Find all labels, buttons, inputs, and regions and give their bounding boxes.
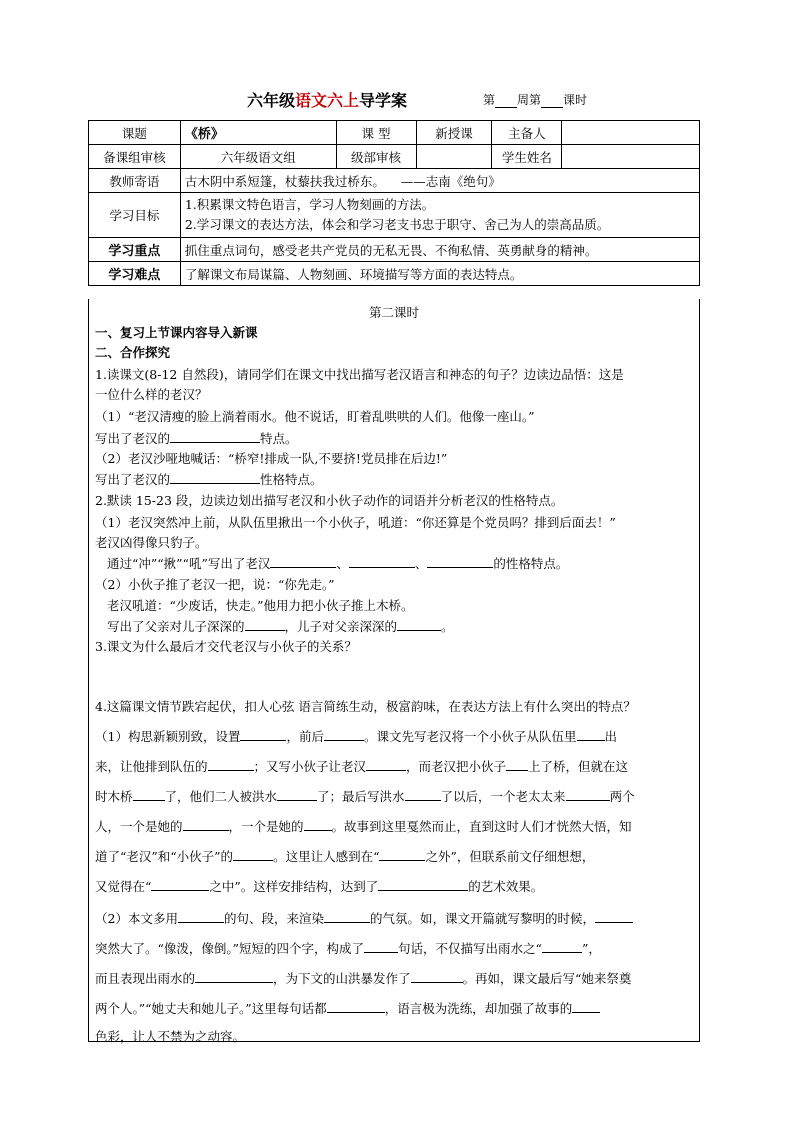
answer-blank[interactable] — [245, 618, 285, 631]
answer-blank[interactable] — [324, 728, 364, 741]
answer-blank[interactable] — [577, 728, 605, 741]
fill-text: 。 — [441, 619, 454, 634]
quote-text: 老汉吼道：“少废话，快走。”他用力把小伙子推上木桥。 — [107, 598, 414, 613]
fill-text: 的气氛。如，课文开篇就写黎明的时候， — [369, 911, 595, 926]
type-label: 课 型 — [336, 121, 416, 145]
quote-text: （1）老汉突然冲上前，从队伍里揪出一个小伙子，吼道：“你还算是个党员吗？排到后面去！” — [95, 515, 616, 530]
answer-blank[interactable] — [542, 940, 582, 953]
fill-text: 写出了老汉的 — [95, 431, 171, 446]
title-subject: 语文六上 — [295, 91, 360, 110]
answer-blank[interactable] — [133, 788, 165, 801]
fill-text: （2）本文多用 — [95, 911, 178, 926]
question-text: 1.读课文(8-12 自然段)，请同学们在课文中找出描写老汉语言和神态的句子？边读边品悟：这是 — [95, 367, 624, 382]
section-heading: 一、复习上节课内容导入新课 — [95, 325, 258, 340]
fill-text: 之外”，但联系前文仔细想想， — [425, 849, 595, 864]
teacher-message: 古木阴中系短篷，杖藜扶我过桥东。 ——志南《绝句》 — [180, 169, 699, 193]
table-row — [89, 169, 700, 193]
quote-text: 老汉凶得像只豹子。 — [95, 535, 208, 550]
answer-blank[interactable] — [595, 910, 633, 923]
answer-blank[interactable] — [277, 788, 317, 801]
fill-text: 的艺术效果。 — [468, 879, 544, 894]
answer-blank[interactable] — [304, 818, 332, 831]
answer-blank[interactable] — [566, 788, 610, 801]
answer-blank[interactable] — [183, 818, 229, 831]
fill-text: 出 — [604, 729, 618, 744]
week-blank[interactable] — [495, 94, 517, 108]
table-row — [89, 121, 700, 145]
lesson-blank[interactable] — [541, 94, 563, 108]
answer-blank[interactable] — [233, 848, 273, 861]
answer-blank[interactable] — [327, 1000, 385, 1013]
fill-text: ，为下文的山洪暴发作了 — [273, 971, 411, 986]
title-doc-type: 导学案 — [359, 91, 408, 110]
owner-value[interactable] — [562, 121, 700, 145]
fill-text: 。故事到这里戛然而止，直到这时人们才恍然大悟，知 — [331, 819, 632, 834]
answer-blank[interactable] — [506, 758, 528, 771]
fill-line — [95, 787, 635, 805]
title-grade: 六年级 — [247, 91, 296, 110]
answer-blank[interactable] — [349, 555, 415, 568]
key-points: 抓住重点词句，感受老共产党员的无私无畏、不徇私情、英勇献身的精神。 — [180, 238, 699, 262]
fill-text: 特点。 — [260, 431, 298, 446]
group-review-label: 备课组审核 — [89, 145, 181, 169]
answer-blank[interactable] — [364, 940, 398, 953]
table-row — [89, 238, 700, 262]
fill-text: 突然大了。“像泼，像倒。”短短的四个字，构成了 — [95, 941, 365, 956]
week-suffix: 课时 — [563, 93, 588, 107]
type-value: 新授课 — [416, 121, 492, 145]
lesson-content — [88, 299, 700, 1042]
answer-blank[interactable] — [270, 555, 336, 568]
fill-line — [95, 909, 633, 927]
table-row — [89, 145, 700, 169]
fill-text: 的性格特点。 — [493, 556, 569, 571]
fill-text: 、 — [414, 556, 428, 571]
info-table — [88, 120, 700, 286]
fill-text: 。这里让人感到在“ — [273, 849, 380, 864]
answer-blank[interactable] — [240, 728, 286, 741]
fill-text: 了，他们二人被洪水 — [164, 789, 278, 804]
fill-text: 两个人。”“她丈夫和她儿子。”这里每句话都 — [95, 1001, 327, 1016]
fill-line — [95, 877, 543, 895]
fill-text: 句话，不仅描写出雨水之“ — [398, 941, 542, 956]
answer-blank[interactable] — [178, 910, 224, 923]
fill-text: 时木桥 — [95, 789, 133, 804]
answer-blank[interactable] — [195, 970, 273, 983]
objectives-label: 学习目标 — [89, 193, 181, 238]
fill-line — [95, 470, 323, 488]
fill-text: ，一个是她的 — [228, 819, 304, 834]
fill-text: 而且表现出雨水的 — [95, 971, 196, 986]
question-text: 3.课文为什么最后才交代老汉与小伙子的关系？ — [95, 639, 357, 654]
fill-text: ，而老汉把小伙子 — [406, 759, 507, 774]
difficulties: 了解课文布局谋篇、人物刻画、环境描写等方面的表达特点。 — [180, 262, 699, 286]
fill-text: 写出了父亲对儿子深深的 — [107, 619, 245, 634]
fill-text: 上了桥，但就在这 — [528, 759, 629, 774]
student-value[interactable] — [562, 145, 700, 169]
fill-text: 写出了老汉的 — [95, 472, 171, 487]
objective-2: 2.学习课文的表达方法，体会和学习老支书忠于职守、舍己为人的崇高品质。 — [184, 217, 610, 232]
page-title — [247, 88, 407, 111]
teacher-message-label: 教师寄语 — [89, 169, 181, 193]
answer-blank[interactable] — [208, 758, 254, 771]
dept-review-label: 级部审核 — [336, 145, 416, 169]
key-points-label: 学习重点 — [89, 238, 181, 262]
fill-text: 。课文先写老汉将一个小伙子从队伍里 — [363, 729, 577, 744]
table-row — [89, 262, 700, 286]
fill-line — [95, 757, 628, 775]
owner-label: 主备人 — [492, 121, 562, 145]
question-text: 一位什么样的老汉？ — [95, 387, 208, 402]
fill-text: 两个 — [609, 789, 635, 804]
week-lesson-indicator — [483, 91, 587, 108]
fill-text: ”， — [581, 941, 601, 956]
fill-text: ，前后 — [286, 729, 324, 744]
question-text: 4.这篇课文情节跌宕起伏，扣人心弦 语言简练生动，极富韵味，在表达方法上有什么突出的特点？ — [95, 699, 636, 714]
difficulties-label: 学习难点 — [89, 262, 181, 286]
question-text: 2.默读 15-23 段，边读边划出描写老汉和小伙子动作的词语并分析老汉的性格特点。 — [95, 493, 564, 508]
fill-text: （1）构思新颖别致，设置 — [95, 729, 241, 744]
answer-blank[interactable] — [324, 910, 370, 923]
fill-line — [95, 727, 617, 745]
quote-text: （2）小伙子推了老汉一把，说：“你先走。” — [95, 577, 335, 592]
table-row — [89, 193, 700, 238]
student-label: 学生姓名 — [492, 145, 562, 169]
objective-1: 1.积累课文特色语言，学习人物刻画的方法。 — [184, 197, 435, 212]
answer-blank[interactable] — [170, 471, 260, 484]
fill-text: 了以后，一个老太太来 — [440, 789, 566, 804]
fill-line — [95, 429, 298, 447]
answer-blank[interactable] — [378, 878, 468, 891]
fill-line — [107, 554, 568, 572]
answer-blank[interactable] — [427, 555, 493, 568]
fill-text: 来，让他排到队伍的 — [95, 759, 208, 774]
fill-text: 通过“冲”“揪”“吼”写出了老汉 — [107, 556, 271, 571]
fill-text: ，语言极为洗练，却加强了故事的 — [384, 1001, 573, 1016]
answer-blank[interactable] — [411, 970, 463, 983]
header — [0, 88, 794, 112]
dept-value[interactable] — [416, 145, 492, 169]
week-mid: 周第 — [517, 93, 542, 107]
fill-text: 、 — [336, 556, 349, 571]
fill-text: 又觉得在“ — [95, 879, 152, 894]
fill-text: 的句、段，来渲染 — [223, 911, 324, 926]
fill-text: ；又写小伙子让老汉 — [253, 759, 367, 774]
fill-line — [95, 969, 631, 987]
fill-text: 性格特点。 — [260, 472, 323, 487]
answer-blank[interactable] — [170, 430, 260, 443]
fill-text: 人，一个是她的 — [95, 819, 183, 834]
fill-text: 了；最后写洪水 — [317, 789, 405, 804]
fill-line — [95, 817, 632, 835]
answer-blank[interactable] — [572, 1000, 600, 1013]
answer-blank[interactable] — [379, 848, 425, 861]
topic-value: 《桥》 — [180, 121, 336, 145]
quote-text: 色彩，让人不禁为之动容。 — [95, 1029, 246, 1044]
fill-text: ，儿子对父亲深深的 — [284, 619, 398, 634]
fill-line — [95, 847, 594, 865]
fill-line — [107, 617, 454, 635]
quote-text: （2）老汉沙哑地喊话：“桥窄!排成一队,不要挤!党员排在后边!” — [95, 451, 448, 466]
session-title: 第二课时 — [368, 305, 419, 320]
answer-blank[interactable] — [397, 618, 441, 631]
section-heading: 二、合作探究 — [95, 345, 171, 360]
answer-blank[interactable] — [405, 788, 441, 801]
quote-text: （1）“老汉清瘦的脸上淌着雨水。他不说话，盯着乱哄哄的人们。他像一座山。” — [95, 409, 535, 424]
answer-blank[interactable] — [151, 878, 209, 891]
objectives — [180, 193, 699, 238]
fill-text: 之中”。这样安排结构，达到了 — [209, 879, 379, 894]
fill-line — [95, 999, 600, 1017]
group-value: 六年级语文组 — [180, 145, 336, 169]
fill-text: 道了“老汉”和“小伙子”的 — [95, 849, 234, 864]
fill-text: 。再如，课文最后写“她来祭奠 — [462, 971, 632, 986]
answer-blank[interactable] — [366, 758, 406, 771]
fill-line — [95, 939, 601, 957]
topic-label: 课题 — [89, 121, 181, 145]
week-prefix: 第 — [483, 93, 496, 107]
